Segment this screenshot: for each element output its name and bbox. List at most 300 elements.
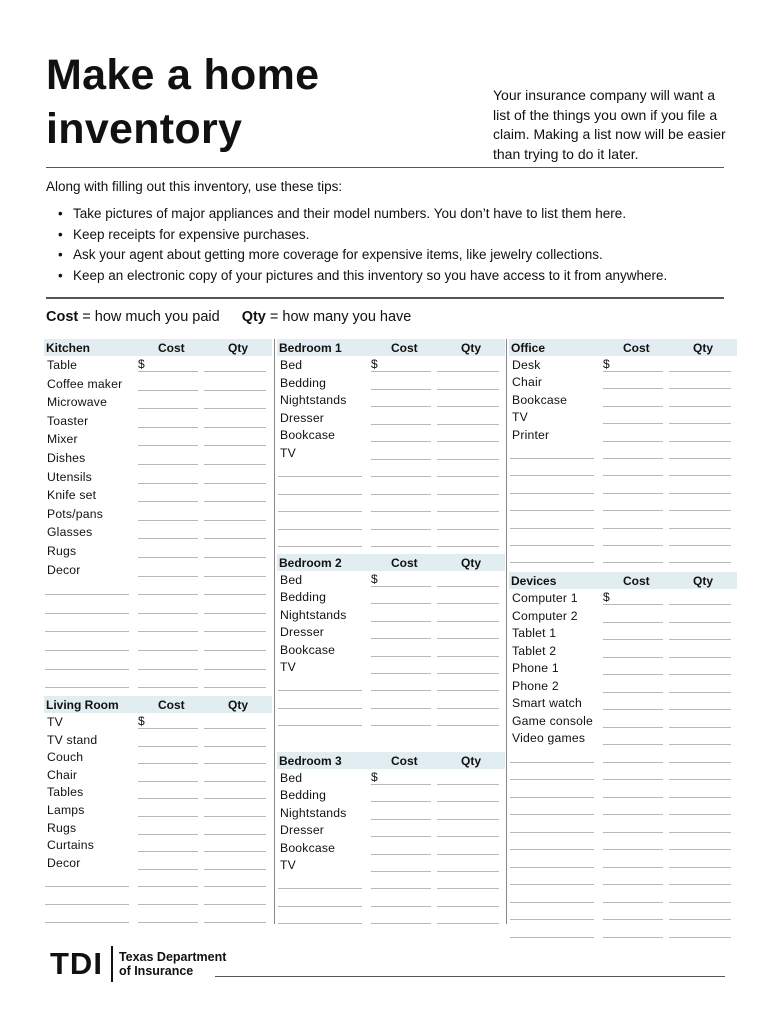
qty-field xyxy=(669,528,731,529)
qty-field xyxy=(669,709,731,710)
cost-field xyxy=(603,545,663,546)
item-label: Nightstands xyxy=(280,393,347,407)
item-label: Phone 2 xyxy=(512,678,559,693)
cost-field xyxy=(138,464,198,465)
cost-field xyxy=(138,728,198,729)
item-name-field xyxy=(510,475,594,476)
column-divider xyxy=(506,339,507,924)
qty-field xyxy=(437,441,499,442)
cost-field xyxy=(371,586,431,587)
cost-field xyxy=(138,408,198,409)
section-header-bedroom3 xyxy=(277,752,505,769)
cost-field xyxy=(371,371,431,372)
cost-field xyxy=(371,673,431,674)
cost-column-header: Cost xyxy=(158,341,185,355)
cost-field xyxy=(603,744,663,745)
qty-field xyxy=(204,613,266,614)
item-label: Phone 1 xyxy=(512,661,559,675)
qty-field xyxy=(437,923,499,924)
qty-field xyxy=(437,389,499,390)
cost-field xyxy=(138,594,198,595)
cost-field xyxy=(371,906,431,907)
header-divider xyxy=(46,167,724,168)
cost-field xyxy=(138,427,198,428)
qty-field xyxy=(204,798,266,799)
qty-field xyxy=(437,406,499,407)
item-name-field xyxy=(510,779,594,780)
item-name-field xyxy=(278,923,362,924)
cost-field xyxy=(371,546,431,547)
cost-field xyxy=(371,603,431,604)
cost-field xyxy=(138,816,198,817)
qty-field xyxy=(669,423,731,424)
cost-field xyxy=(603,441,663,442)
item-name-field xyxy=(510,762,594,763)
item-label: Chair xyxy=(47,767,78,782)
qty-field xyxy=(204,445,266,446)
cost-field xyxy=(603,528,663,529)
item-name-field xyxy=(45,687,129,688)
cost-field xyxy=(371,871,431,872)
cost-field xyxy=(603,709,663,710)
cost-field xyxy=(603,371,663,372)
item-label: Tablet 2 xyxy=(512,643,557,658)
cost-field xyxy=(138,576,198,577)
cost-field xyxy=(138,746,198,747)
item-label: Toaster xyxy=(47,413,89,428)
cost-field xyxy=(138,904,198,905)
qty-field xyxy=(669,814,731,815)
item-name-field xyxy=(510,919,594,920)
item-name-field xyxy=(278,906,362,907)
section-header-office xyxy=(509,339,737,356)
item-name-field xyxy=(45,886,129,887)
item-name-field xyxy=(510,937,594,938)
qty-field xyxy=(204,746,266,747)
cost-field xyxy=(603,493,663,494)
item-label: Dresser xyxy=(280,823,325,838)
qty-field xyxy=(437,819,499,820)
cost-field xyxy=(138,886,198,887)
item-name-field xyxy=(278,529,362,530)
qty-column-header: Qty xyxy=(693,574,714,588)
cost-field xyxy=(603,562,663,563)
cost-field xyxy=(371,621,431,622)
cost-field xyxy=(371,389,431,390)
qty-field xyxy=(437,511,499,512)
cost-field xyxy=(371,690,431,691)
qty-field xyxy=(669,458,731,459)
section-title: Bedroom 3 xyxy=(279,754,342,768)
qty-field xyxy=(437,725,499,726)
qty-field xyxy=(669,867,731,868)
tips-list xyxy=(56,204,667,286)
item-name-field xyxy=(278,546,362,547)
cost-field xyxy=(371,406,431,407)
qty-field xyxy=(204,834,266,835)
cost-field xyxy=(603,867,663,868)
legend-cost-def: = how much you paid xyxy=(78,309,220,325)
qty-field xyxy=(669,371,731,372)
qty-field xyxy=(437,529,499,530)
item-label: Table xyxy=(47,358,78,372)
item-name-field xyxy=(510,814,594,815)
item-name-field xyxy=(510,832,594,833)
cost-field xyxy=(371,819,431,820)
legend-qty-def: = how many you have xyxy=(265,309,412,325)
qty-field xyxy=(204,427,266,428)
qty-column-header: Qty xyxy=(461,341,482,355)
item-name-field xyxy=(278,725,362,726)
item-label: TV xyxy=(280,660,296,674)
logo-org-line-2: of Insurance xyxy=(118,964,194,978)
cost-field xyxy=(138,650,198,651)
intro-text: Your insurance company will want a list of the things you own if you file a claim. Making a list now will be easier than trying to do it later. xyxy=(493,87,726,162)
section-title: Kitchen xyxy=(46,341,91,355)
cost-field xyxy=(138,557,198,558)
cost-field xyxy=(603,849,663,850)
tips-lead: Along with filling out this inventory, use these tips: xyxy=(46,179,343,194)
currency-symbol: $ xyxy=(603,590,610,604)
currency-symbol: $ xyxy=(603,357,610,371)
item-label: Printer xyxy=(512,427,550,442)
tip-item: • Keep an electronic copy of your pictures and this inventory so you have access to it from anywhere. xyxy=(56,266,667,287)
cost-column-header: Cost xyxy=(391,556,418,570)
cost-field xyxy=(603,832,663,833)
qty-field xyxy=(204,763,266,764)
qty-field xyxy=(437,494,499,495)
cost-field xyxy=(603,657,663,658)
qty-column-header: Qty xyxy=(228,341,249,355)
cost-field xyxy=(603,797,663,798)
currency-symbol: $ xyxy=(371,572,378,586)
qty-field xyxy=(437,708,499,709)
cost-field xyxy=(138,781,198,782)
qty-field xyxy=(204,781,266,782)
cost-field xyxy=(603,884,663,885)
qty-field xyxy=(669,797,731,798)
item-name-field xyxy=(510,562,594,563)
cost-field xyxy=(603,510,663,511)
qty-field xyxy=(669,657,731,658)
cost-field xyxy=(371,801,431,802)
item-name-field xyxy=(278,511,362,512)
currency-symbol: $ xyxy=(138,357,145,371)
qty-field xyxy=(437,621,499,622)
item-label: Tables xyxy=(47,785,84,800)
item-name-field xyxy=(45,631,129,632)
qty-field xyxy=(204,371,266,372)
item-label: Bookcase xyxy=(512,392,568,407)
item-label: Desk xyxy=(512,358,541,372)
item-name-field xyxy=(45,669,129,670)
item-label: Rugs xyxy=(47,544,77,558)
item-label: Couch xyxy=(47,750,84,765)
tips-divider xyxy=(46,297,724,299)
qty-field xyxy=(204,631,266,632)
cost-field xyxy=(138,763,198,764)
qty-field xyxy=(204,576,266,577)
qty-field xyxy=(437,476,499,477)
cost-field xyxy=(138,613,198,614)
item-label: Knife set xyxy=(47,488,97,503)
qty-field xyxy=(204,520,266,521)
column-divider xyxy=(274,339,275,924)
qty-field xyxy=(437,784,499,785)
item-name-field xyxy=(45,650,129,651)
cost-field xyxy=(138,445,198,446)
cost-field xyxy=(603,814,663,815)
item-label: Computer 2 xyxy=(512,608,578,623)
qty-field xyxy=(669,622,731,623)
cost-field xyxy=(603,727,663,728)
cost-field xyxy=(603,604,663,605)
cost-field xyxy=(371,638,431,639)
qty-field xyxy=(204,538,266,539)
footer-rule xyxy=(215,976,725,977)
item-name-field xyxy=(510,884,594,885)
item-label: Microwave xyxy=(47,395,108,410)
item-label: Nightstands xyxy=(280,607,347,622)
qty-field xyxy=(204,922,266,923)
section-title: Living Room xyxy=(46,698,119,712)
cost-field xyxy=(371,441,431,442)
cost-field xyxy=(603,762,663,763)
cost-field xyxy=(603,674,663,675)
qty-field xyxy=(204,816,266,817)
cost-field xyxy=(138,834,198,835)
cost-field xyxy=(138,483,198,484)
qty-field xyxy=(437,854,499,855)
section-header-living-room xyxy=(44,696,272,713)
item-label: Bookcase xyxy=(280,642,336,657)
item-label: Dishes xyxy=(47,451,86,465)
cost-field xyxy=(138,687,198,688)
qty-field xyxy=(437,836,499,837)
item-label: Nightstands xyxy=(280,805,347,820)
title-line-2: inventory xyxy=(46,105,243,153)
cost-field xyxy=(603,388,663,389)
qty-field xyxy=(437,871,499,872)
tip-item: • Keep receipts for expensive purchases. xyxy=(56,225,667,246)
item-label: Bookcase xyxy=(280,428,336,442)
section-header-bedroom2 xyxy=(277,554,505,571)
cost-field xyxy=(371,836,431,837)
item-label: TV stand xyxy=(47,732,98,747)
qty-field xyxy=(437,603,499,604)
qty-field xyxy=(437,801,499,802)
item-label: Smart watch xyxy=(512,696,582,710)
qty-field xyxy=(669,832,731,833)
cost-column-header: Cost xyxy=(391,754,418,768)
cost-field xyxy=(138,669,198,670)
cost-column-header: Cost xyxy=(623,574,650,588)
item-name-field xyxy=(510,902,594,903)
qty-field xyxy=(669,639,731,640)
qty-column-header: Qty xyxy=(461,556,482,570)
cost-field xyxy=(371,784,431,785)
qty-field xyxy=(437,586,499,587)
qty-field xyxy=(669,545,731,546)
item-label: Bedding xyxy=(280,590,327,605)
qty-field xyxy=(669,475,731,476)
item-name-field xyxy=(510,510,594,511)
qty-field xyxy=(669,849,731,850)
item-label: Bookcase xyxy=(280,840,336,855)
currency-symbol: $ xyxy=(371,770,378,784)
qty-field xyxy=(204,687,266,688)
qty-field xyxy=(669,692,731,693)
tip-item: • Take pictures of major appliances and their model numbers. You don’t have to list them here. xyxy=(56,204,667,225)
section-title: Bedroom 1 xyxy=(279,341,342,355)
item-name-field xyxy=(510,458,594,459)
cost-field xyxy=(603,692,663,693)
cost-field xyxy=(138,371,198,372)
qty-field xyxy=(669,406,731,407)
qty-field xyxy=(204,408,266,409)
cost-field xyxy=(138,538,198,539)
cost-field xyxy=(603,423,663,424)
item-name-field xyxy=(510,493,594,494)
logo-divider xyxy=(111,946,113,982)
tip-item: • Ask your agent about getting more coverage for expensive items, like jewelry collections. xyxy=(56,245,667,266)
logo-org-line-1: Texas Department xyxy=(118,950,227,964)
qty-field xyxy=(437,424,499,425)
item-label: TV xyxy=(47,715,63,729)
qty-field xyxy=(669,388,731,389)
qty-field xyxy=(669,937,731,938)
qty-field xyxy=(204,851,266,852)
cost-field xyxy=(603,475,663,476)
cost-column-header: Cost xyxy=(158,698,185,712)
qty-field xyxy=(669,744,731,745)
section-header-devices xyxy=(509,572,737,589)
item-name-field xyxy=(278,708,362,709)
tdi-logo xyxy=(50,946,226,982)
item-name-field xyxy=(510,849,594,850)
qty-field xyxy=(437,656,499,657)
item-label: TV xyxy=(512,410,528,425)
cost-field xyxy=(138,631,198,632)
cost-field xyxy=(603,902,663,903)
qty-field xyxy=(204,728,266,729)
section-header-bedroom1 xyxy=(277,339,505,356)
qty-field xyxy=(669,884,731,885)
cost-field xyxy=(138,922,198,923)
qty-field xyxy=(204,594,266,595)
logo-mark: TDI xyxy=(50,946,103,981)
item-label: Dresser xyxy=(280,410,325,425)
item-label: Coffee maker xyxy=(47,376,123,391)
cost-field xyxy=(371,511,431,512)
legend-qty-term: Qty xyxy=(241,309,266,325)
cost-column-header: Cost xyxy=(391,341,418,355)
cost-field xyxy=(371,854,431,855)
qty-field xyxy=(204,669,266,670)
cost-field xyxy=(603,779,663,780)
item-label: Bedding xyxy=(280,788,327,803)
currency-symbol: $ xyxy=(138,714,145,728)
item-name-field xyxy=(278,476,362,477)
qty-field xyxy=(437,690,499,691)
item-name-field xyxy=(45,594,129,595)
item-label: Video games xyxy=(512,731,586,745)
title-line-1: Make a home xyxy=(46,51,320,99)
item-label: Curtains xyxy=(47,838,94,853)
item-label: Chair xyxy=(512,375,543,390)
qty-field xyxy=(437,546,499,547)
section-title: Bedroom 2 xyxy=(279,556,342,570)
item-name-field xyxy=(278,494,362,495)
cost-field xyxy=(138,798,198,799)
qty-field xyxy=(204,501,266,502)
qty-column-header: Qty xyxy=(228,698,249,712)
item-name-field xyxy=(45,613,129,614)
item-label: TV xyxy=(280,445,296,460)
qty-field xyxy=(669,674,731,675)
cost-field xyxy=(603,622,663,623)
qty-field xyxy=(669,902,731,903)
cost-field xyxy=(371,656,431,657)
qty-field xyxy=(669,493,731,494)
item-name-field xyxy=(510,797,594,798)
cost-field xyxy=(603,919,663,920)
item-name-field xyxy=(45,922,129,923)
cost-field xyxy=(138,851,198,852)
item-label: TV xyxy=(280,858,296,872)
currency-symbol: $ xyxy=(371,357,378,371)
legend-cost-term: Cost xyxy=(46,309,79,325)
qty-field xyxy=(204,483,266,484)
item-label: Lamps xyxy=(47,803,85,817)
cost-field xyxy=(371,494,431,495)
cost-field xyxy=(371,529,431,530)
cost-field xyxy=(371,725,431,726)
item-label: Utensils xyxy=(47,469,92,484)
qty-field xyxy=(669,510,731,511)
qty-field xyxy=(437,371,499,372)
item-name-field xyxy=(45,904,129,905)
qty-field xyxy=(204,886,266,887)
cost-field xyxy=(138,520,198,521)
qty-field xyxy=(437,459,499,460)
item-label: Game console xyxy=(512,713,593,728)
item-name-field xyxy=(510,545,594,546)
section-header-kitchen xyxy=(44,339,272,356)
cost-field xyxy=(603,406,663,407)
item-label: Bed xyxy=(280,573,303,587)
qty-field xyxy=(669,562,731,563)
item-label: Decor xyxy=(47,855,81,870)
qty-field xyxy=(437,673,499,674)
section-title: Office xyxy=(511,341,546,355)
logo-org-name xyxy=(119,950,226,978)
item-label: Bedding xyxy=(280,375,327,390)
qty-field xyxy=(204,464,266,465)
item-name-field xyxy=(278,888,362,889)
qty-field xyxy=(669,441,731,442)
cost-field xyxy=(603,458,663,459)
item-label: Dresser xyxy=(280,625,325,640)
item-label: Mixer xyxy=(47,432,78,447)
legend xyxy=(46,309,411,325)
item-label: Computer 1 xyxy=(512,591,578,605)
qty-column-header: Qty xyxy=(693,341,714,355)
qty-field xyxy=(437,906,499,907)
qty-field xyxy=(669,919,731,920)
qty-field xyxy=(437,888,499,889)
item-label: Tablet 1 xyxy=(512,626,557,640)
